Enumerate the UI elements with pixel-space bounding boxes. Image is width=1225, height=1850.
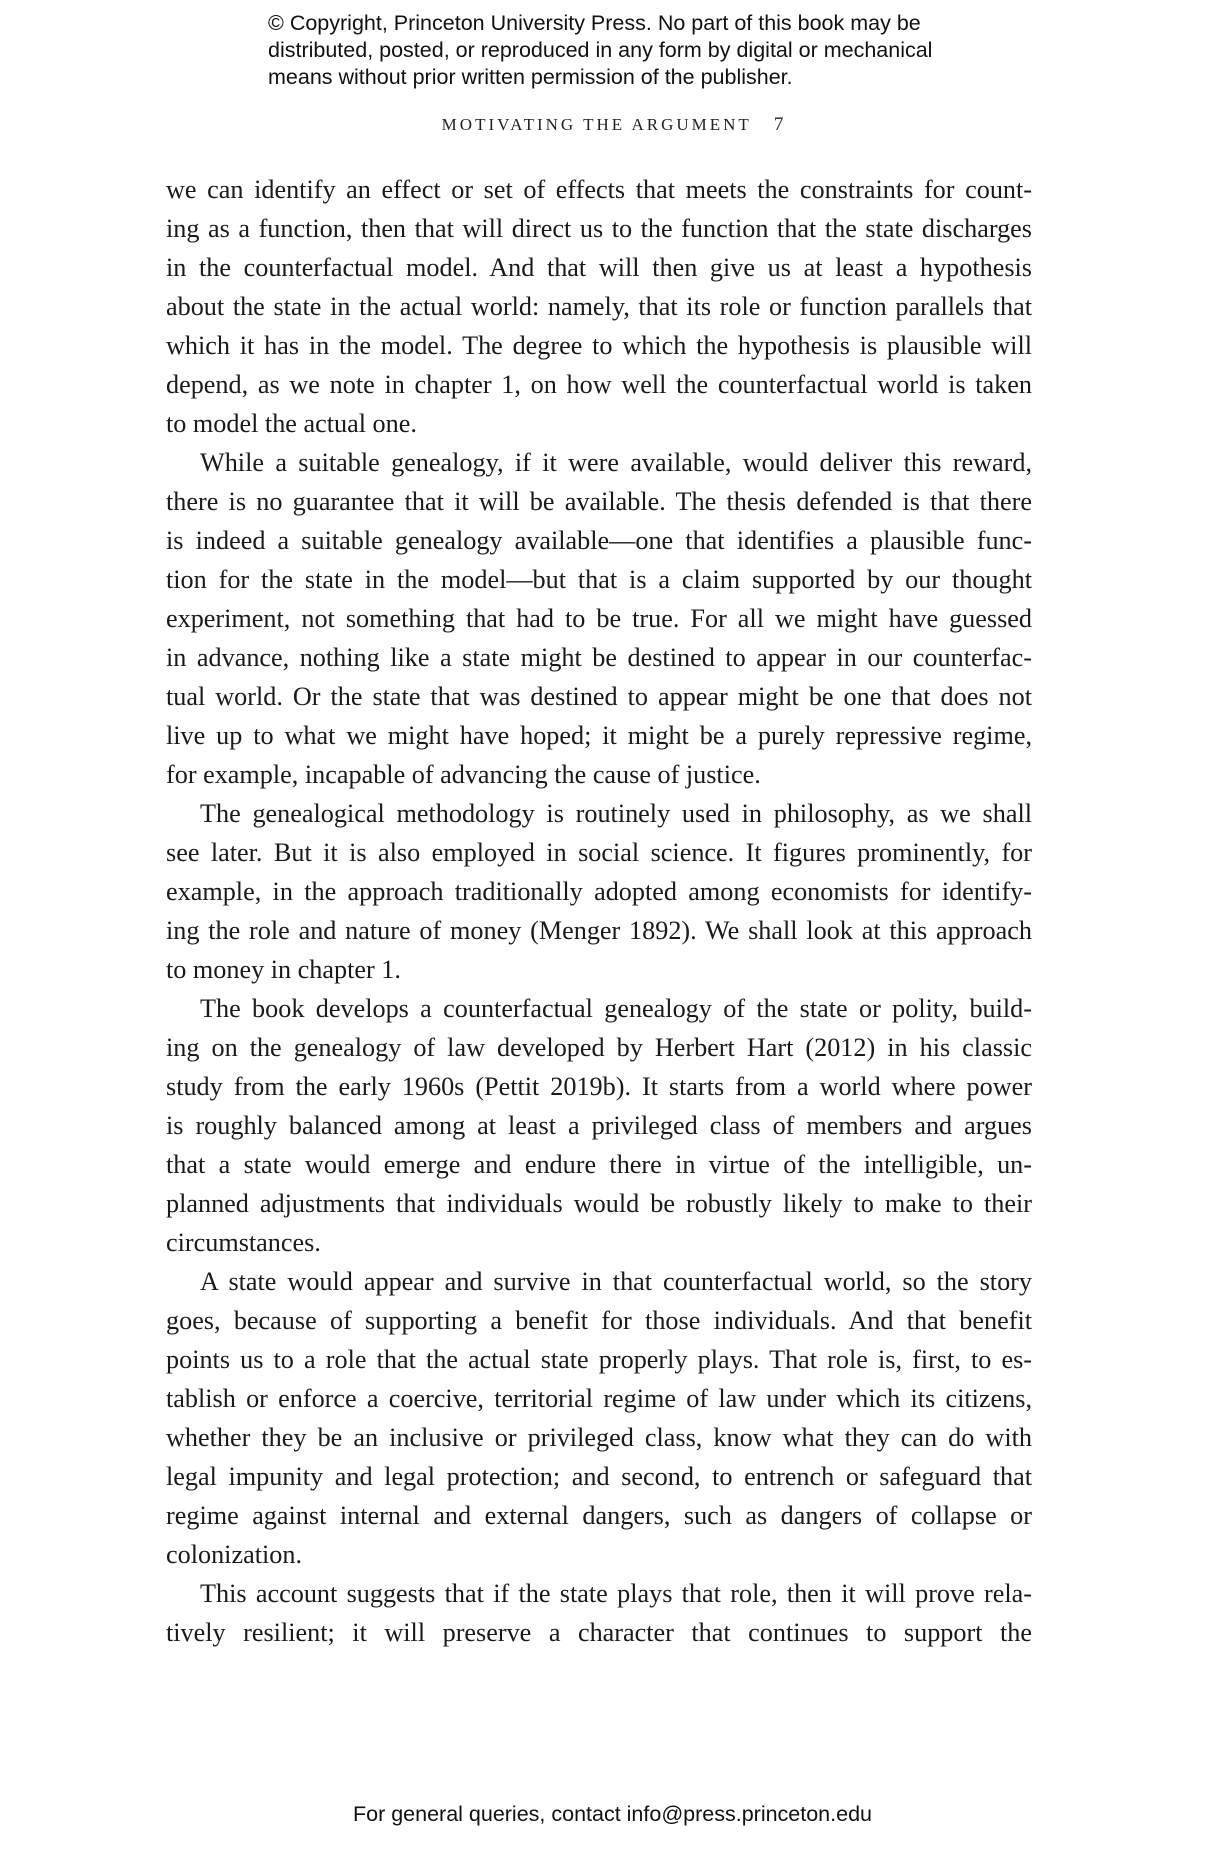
text-line: that a state would emerge and endure there in virtue of the intelligible, un- bbox=[166, 1150, 1032, 1179]
text-line: points us to a role that the actual state properly plays. That role is, first, to es- bbox=[166, 1345, 1032, 1374]
text-line: in advance, nothing like a state might be destined to appear in our counterfac- bbox=[166, 643, 1032, 672]
text-line: whether they be an inclusive or privileged class, know what they can do with bbox=[166, 1423, 1032, 1452]
text-line: see later. But it is also employed in social science. It figures prominently, for bbox=[166, 838, 1032, 867]
text-line: study from the early 1960s (Pettit 2019b). It starts from a world where power bbox=[166, 1072, 1032, 1101]
running-head-title: MOTIVATING THE ARGUMENT bbox=[441, 115, 752, 134]
paragraph-2 bbox=[166, 443, 1032, 794]
footer-contact: For general queries, contact info@press.princeton.edu bbox=[352, 1802, 872, 1826]
text-line: about the state in the actual world: namely, that its role or function parallels that bbox=[166, 292, 1032, 321]
paragraph-3 bbox=[166, 794, 1032, 989]
text-line: to model the actual one. bbox=[166, 409, 417, 438]
page-number: 7 bbox=[773, 114, 784, 135]
text-line: ing on the genealogy of law developed by Herbert Hart (2012) in his classic bbox=[166, 1033, 1032, 1062]
text-line: ing as a function, then that will direct us to the function that the state discharges bbox=[166, 214, 1032, 243]
text-line: tion for the state in the model—but that is a claim supported by our thought bbox=[166, 565, 1032, 594]
text-line: planned adjustments that individuals would be robustly likely to make to their bbox=[166, 1189, 1032, 1218]
paragraph-5 bbox=[166, 1262, 1032, 1574]
paragraph-1 bbox=[166, 170, 1032, 443]
text-line: regime against internal and external dangers, such as dangers of collapse or bbox=[166, 1501, 1032, 1530]
text-line: The book develops a counterfactual genealogy of the state or polity, build- bbox=[200, 994, 1032, 1023]
text-line: example, in the approach traditionally adopted among economists for identify- bbox=[166, 877, 1032, 906]
text-line: we can identify an effect or set of effects that meets the constraints for count- bbox=[166, 175, 1032, 204]
text-line: to money in chapter 1. bbox=[166, 955, 401, 984]
text-line: legal impunity and legal protection; and second, to entrench or safeguard that bbox=[166, 1462, 1032, 1491]
paragraph-4 bbox=[166, 989, 1032, 1262]
text-line: goes, because of supporting a benefit for those individuals. And that benefit bbox=[166, 1306, 1032, 1335]
text-line: While a suitable genealogy, if it were available, would deliver this reward, bbox=[200, 448, 1032, 477]
running-head bbox=[0, 114, 1225, 136]
text-line: tablish or enforce a coercive, territorial regime of law under which its citizens, bbox=[166, 1384, 1032, 1413]
text-line: there is no guarantee that it will be available. The thesis defended is that there bbox=[166, 487, 1032, 516]
text-line: for example, incapable of advancing the cause of justice. bbox=[166, 760, 761, 789]
text-line: A state would appear and survive in that counterfactual world, so the story bbox=[200, 1267, 1032, 1296]
text-line: depend, as we note in chapter 1, on how well the counterfactual world is taken bbox=[166, 370, 1032, 399]
text-line: is indeed a suitable genealogy available—one that identifies a plausible func- bbox=[166, 526, 1032, 555]
text-line: The genealogical methodology is routinely used in philosophy, as we shall bbox=[200, 799, 1032, 828]
text-line: circumstances. bbox=[166, 1228, 321, 1257]
text-line: experiment, not something that had to be true. For all we might have guessed bbox=[166, 604, 1032, 633]
paragraph-6 bbox=[166, 1574, 1032, 1652]
text-line: tual world. Or the state that was destined to appear might be one that does not bbox=[166, 682, 1032, 711]
copyright-line: distributed, posted, or reproduced in any form by digital or mechanical bbox=[268, 38, 933, 62]
text-line: in the counterfactual model. And that will then give us at least a hypothesis bbox=[166, 253, 1032, 282]
text-line: ing the role and nature of money (Menger 1892). We shall look at this approach bbox=[166, 916, 1032, 945]
copyright-line: © Copyright, Princeton University Press. No part of this book may be bbox=[268, 11, 921, 35]
copyright-notice bbox=[268, 10, 1028, 91]
copyright-line: means without prior written permission of the publisher. bbox=[268, 65, 793, 89]
text-line: tively resilient; it will preserve a character that continues to support the bbox=[166, 1618, 1032, 1647]
text-line: which it has in the model. The degree to which the hypothesis is plausible will bbox=[166, 331, 1032, 360]
text-line: This account suggests that if the state plays that role, then it will prove rela- bbox=[200, 1579, 1032, 1608]
body-text bbox=[166, 170, 1032, 1652]
text-line: is roughly balanced among at least a privileged class of members and argues bbox=[166, 1111, 1032, 1140]
text-line: colonization. bbox=[166, 1540, 302, 1569]
text-line: live up to what we might have hoped; it might be a purely repressive regime, bbox=[166, 721, 1032, 750]
